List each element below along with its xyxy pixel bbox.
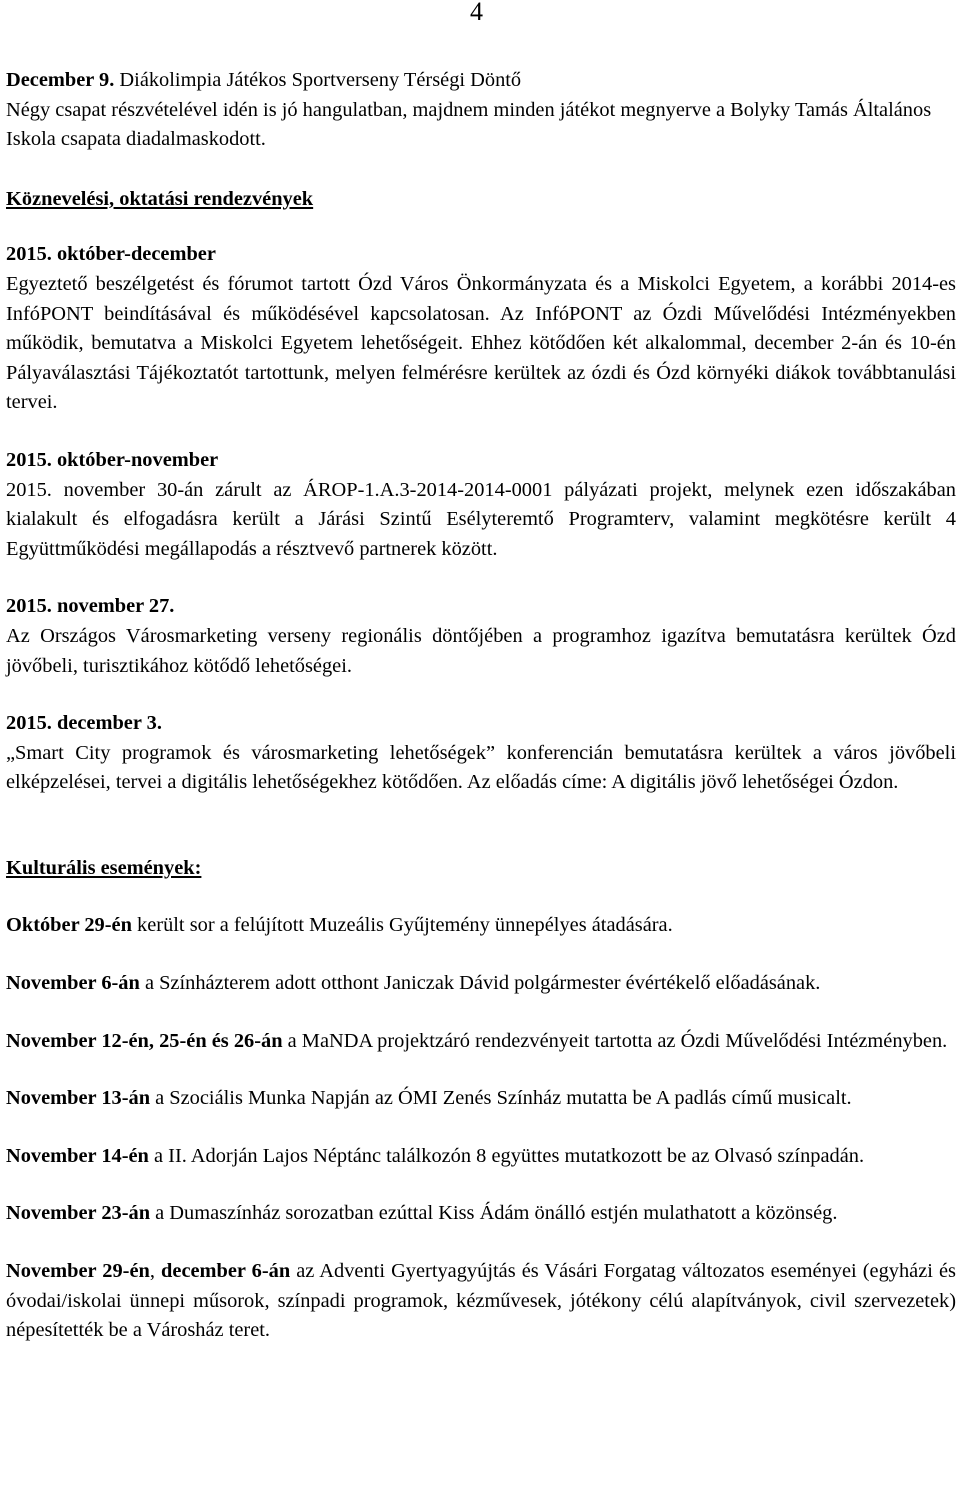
entry-title: Diákolimpia Játékos Sportverseny Térségi Döntő: [114, 69, 522, 91]
culture-item: [6, 1142, 956, 1172]
item-date: November 23-án: [6, 1202, 151, 1225]
item-date: 2015. október-december: [6, 243, 216, 266]
item-date: Október 29-én: [6, 914, 132, 937]
item-date: 2015. október-november: [6, 448, 219, 471]
education-item: [6, 446, 956, 564]
item-date: 2015. december 3.: [6, 712, 162, 735]
item-date: November 14-én: [6, 1144, 149, 1167]
item-text: Az Országos Városmarketing verseny regionális döntőjében a programhoz igazítva bemutatásra kerültek Ózd jövőbeli, turisztikához kötődő lehetőségei.: [6, 624, 956, 677]
education-item: [6, 709, 956, 798]
item-connector: ,: [149, 1260, 162, 1283]
culture-item: [6, 1199, 956, 1229]
document-body: [6, 66, 956, 1346]
item-text: a Szociális Munka Napján az ÓMI Zenés Színház mutatta be A padlás című musicalt.: [150, 1087, 852, 1110]
item-date: November 6-án: [6, 972, 140, 995]
item-text: 2015. november 30-án zárult az ÁROP-1.A.3-2014-2014-0001 pályázati projekt, melynek ezen időszakában kialakult és elfogadásra került a Járási Szintű Esélyteremtő Programterv, valamint megkötésre került 4 Együttműködési megállapodás a résztvevő partnerek között.: [6, 478, 956, 560]
item-text: került sor a felújított Muzeális Gyűjtemény ünnepélyes átadására.: [131, 914, 673, 937]
section-heading-education: Köznevelési, oktatási rendezvények: [6, 187, 314, 210]
entry-december-9: [6, 66, 956, 155]
item-text: a Dumaszínház sorozatban ezúttal Kiss Ádám önálló estjén mulathatott a közönség.: [150, 1202, 838, 1225]
item-text: az Adventi Gyertyagyújtás és Vásári Forgatag változatos eseményei (egyházi és óvodai/iskolai ünnepi műsorok, színpadi programok, kézművesek, jótékony célú alapítványok, civil szervezetek) népesítették be a Városház teret.: [6, 1260, 956, 1342]
culture-item: [6, 1084, 956, 1114]
item-date: November 13-án: [6, 1087, 151, 1110]
education-item: [6, 240, 956, 418]
item-text: „Smart City programok és városmarketing lehetőségek” konferencián bemutatásra kerültek a város jövőbeli elképzelései, tervei a digitális lehetőségekhez kötődően. Az előadás címe: A digitális jövő lehetőségei Ózdon.: [6, 741, 956, 794]
entry-date: December 9.: [6, 69, 115, 91]
section-heading-culture: Kulturális események:: [6, 856, 202, 879]
item-date: 2015. november 27.: [6, 595, 175, 618]
item-date: November 29-én: [6, 1260, 150, 1283]
item-text: a MaNDA projektzáró rendezvényeit tartotta az Ózdi Művelődési Intézményben.: [282, 1029, 948, 1052]
item-text: a II. Adorján Lajos Néptánc találkozón 8 együttes mutatkozott be az Olvasó színpadán.: [148, 1144, 865, 1167]
culture-item: [6, 1257, 956, 1346]
culture-item: [6, 911, 956, 941]
entry-text: Négy csapat részvételével idén is jó hangulatban, majdnem minden játékot megnyerve a Bolyky Tamás Általános Iskola csapata diadalmaskodott.: [6, 98, 932, 151]
item-text: a Színházterem adott otthont Janiczak Dávid polgármester évértékelő előadásának.: [139, 972, 821, 995]
culture-item: [6, 1027, 956, 1057]
item-date: November 12-én, 25-én és 26-án: [6, 1029, 283, 1052]
item-text: Egyeztető beszélgetést és fórumot tartott Ózd Város Önkormányzata és a Miskolci Egyetem, a korábbi 2014-es InfóPONT beindításával és működésével kapcsolatosan. Az InfóPONT az Ózdi Művelődési Intézményekben működik, bemutatva a Miskolci Egyetem lehetőségeit. Ehhez kötődően két alkalommal, december 2-án és 10-én Pályaválasztási Tájékoztatót tartottunk, melyen felmérésre kerültek az ózdi és Ózd környéki diákok továbbtanulási tervei.: [6, 272, 956, 414]
education-item: [6, 592, 956, 681]
page-number: 4: [470, 0, 483, 26]
culture-item: [6, 969, 956, 999]
item-date-second: december 6-án: [161, 1260, 291, 1283]
